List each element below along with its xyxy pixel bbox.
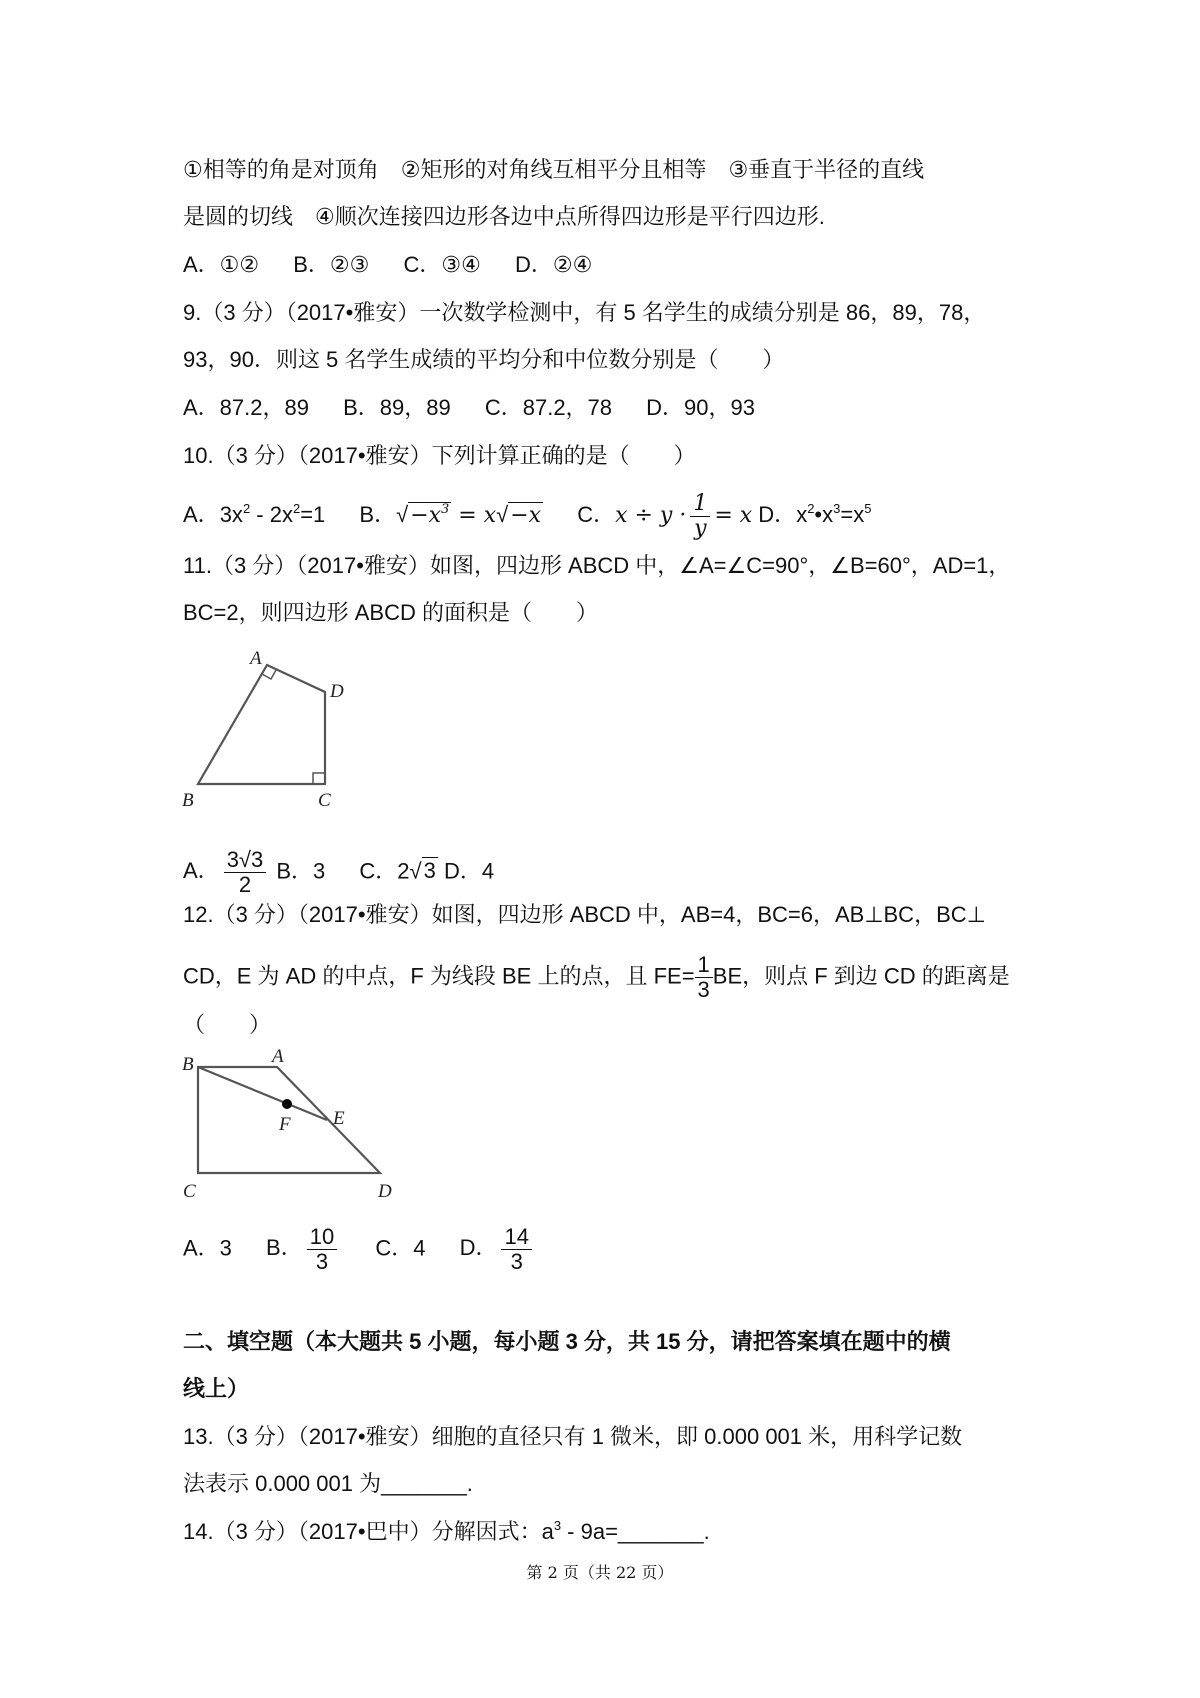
q10-option-d: D．$x^2•x^3=x^5$ bbox=[758, 501, 872, 528]
q9-option-c: C．87.2，78 bbox=[484, 395, 613, 420]
q11-quadrilateral-figure bbox=[198, 665, 325, 784]
q14-stem: 14.（3 分）（2017•巴中）分解因式：$a^3$ - 9a=_______. bbox=[183, 1518, 710, 1544]
q11-option-a: A． $\frac{3√3}{2}$ bbox=[183, 858, 270, 883]
q9-stem-line1: 9.（3 分）（2017•雅安）一次数学检测中，有 5 名学生的成绩分别是 86，89，78， bbox=[183, 300, 986, 325]
q12-label-d: D bbox=[378, 1181, 392, 1202]
q8-option-a: A．①② bbox=[183, 252, 260, 277]
q12-stem-line1: 12.（3 分）（2017•雅安）如图，四边形 ABCD 中，AB=4，BC=6，AB⊥BC，BC⊥ bbox=[183, 902, 986, 927]
q11-label-c: C bbox=[318, 790, 331, 811]
q9-option-a: A．87.2，89 bbox=[183, 395, 309, 420]
q10-option-c: C．x ÷ y · $\frac{1}{y}$ = x bbox=[577, 491, 753, 541]
q12-option-b: B． $\frac{10}{3}$ bbox=[266, 1235, 341, 1260]
q11-label-d: D bbox=[330, 681, 344, 702]
q12-options bbox=[183, 1225, 536, 1274]
q12-label-a: A bbox=[272, 1046, 284, 1067]
q8-option-d: D．②④ bbox=[514, 252, 593, 277]
q12-option-a: A．3 bbox=[183, 1235, 232, 1261]
section-2-heading-line1: 二、填空题（本大题共 5 小题，每小题 3 分，共 15 分，请把答案填在题中的横 bbox=[183, 1329, 951, 1354]
q11-option-d: D．4 bbox=[444, 858, 495, 884]
q13-stem-line1: 13.（3 分）（2017•雅安）细胞的直径只有 1 微米，即 0.000 001 米，用科学记数 bbox=[183, 1424, 963, 1449]
q8-statements-line1: ①相等的角是对顶角 ②矩形的对角线互相平分且相等 ③垂直于半径的直线 bbox=[183, 157, 925, 182]
q12-label-f: F bbox=[279, 1114, 291, 1135]
q12-option-d: D． $\frac{14}{3}$ bbox=[460, 1235, 536, 1260]
q10-option-a: A．$3x^2 - 2x^2=1$ bbox=[183, 501, 326, 528]
q12-label-e: E bbox=[333, 1108, 345, 1129]
q9-stem-line2: 93，90．则这 5 名学生成绩的平均分和中位数分别是（ ） bbox=[183, 347, 785, 372]
page-footer: 第 2 页（共 22 页） bbox=[526, 1563, 674, 1582]
q13-stem-line2: 法表示 0.000 001 为_______. bbox=[183, 1471, 473, 1496]
q11-label-b: B bbox=[182, 790, 194, 811]
q10-option-b: B．$√-x^3 = x√-x$ bbox=[359, 502, 542, 529]
q12-label-b: B bbox=[182, 1054, 194, 1075]
q8-statements-line2: 是圆的切线 ④顺次连接四边形各边中点所得四边形是平行四边形. bbox=[183, 204, 825, 229]
q12-label-c: C bbox=[183, 1181, 196, 1202]
q11-stem-line1: 11.（3 分）（2017•雅安）如图，四边形 ABCD 中，∠A=∠C=90°，∠B=60°，AD=1， bbox=[183, 553, 1011, 578]
q8-option-c: C．③④ bbox=[403, 252, 481, 277]
q9-option-b: B．89，89 bbox=[343, 395, 451, 420]
q11-option-c: C．2√3 bbox=[359, 858, 436, 884]
q12-stem-line2: CD，E 为 AD 的中点，F 为线段 BE 上的点，且 FE= $\frac{1}{3}$ BE，则点 F 到边 CD 的距离是 bbox=[183, 952, 1010, 1002]
q12-option-c: C．4 bbox=[375, 1235, 426, 1261]
section-2-heading-line2: 线上） bbox=[183, 1376, 250, 1401]
q11-label-a: A bbox=[250, 648, 262, 669]
q9-option-d: D．90，93 bbox=[646, 395, 755, 420]
q11-stem-line2: BC=2，则四边形 ABCD 的面积是（ ） bbox=[183, 600, 598, 625]
q11-options bbox=[183, 848, 494, 897]
q10-stem: 10.（3 分）（2017•雅安）下列计算正确的是（ ） bbox=[183, 443, 696, 468]
q11-option-b: B．3 bbox=[276, 858, 326, 884]
q12-stem-line3: （ ） bbox=[183, 1012, 272, 1037]
q8-option-b: B．②③ bbox=[293, 252, 370, 277]
